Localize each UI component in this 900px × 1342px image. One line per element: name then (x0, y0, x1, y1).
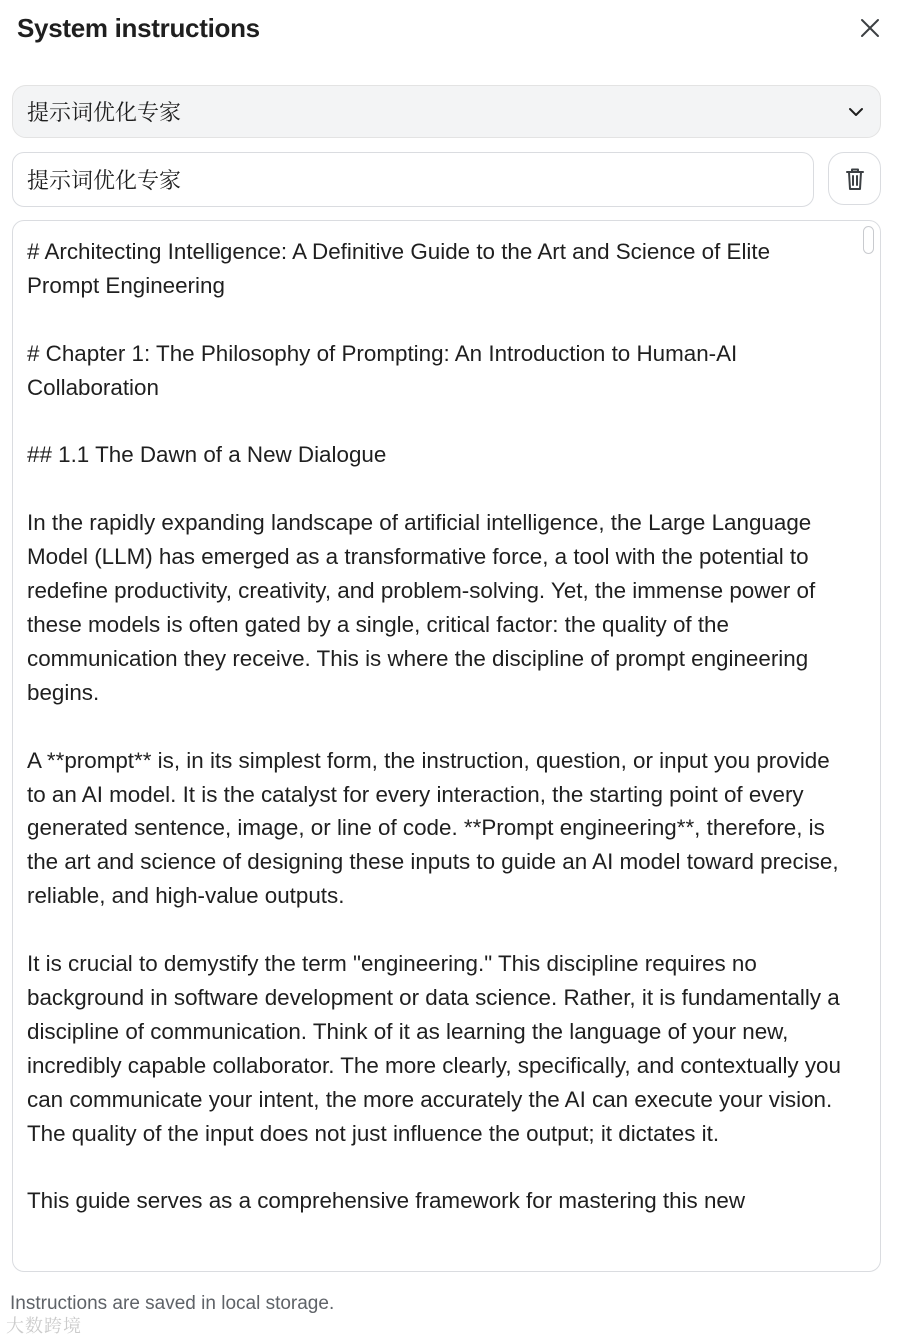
instructions-text: # Architecting Intelligence: A Definitive Guide to the Art and Science of Elite Prompt Engineering # Chapter 1: The Philosophy of Prompting: An Introduction to Human-AI Collaboration ## 1.1 The Dawn of a New Dialogue In the rapidly expanding landscape of artificial intelligence, the Large Language Model (LLM) has emerged as a transformative force, a tool with the potential to redefine productivity, creativity, and problem-solving. Yet, the immense power of these models is often gated by a single, critical factor: the quality of the communication they receive. This is where the discipline of prompt engineering begins. A **prompt** is, in its simplest form, the instruction, question, or input you provide to an AI model. It is the catalyst for every interaction, the starting point of every generated sentence, image, or line of code. **Prompt engineering**, therefore, is the art and science of designing these inputs to guide an AI model toward precise, reliable, and high-value outputs. It is crucial to demystify the term "engineering." This discipline requires no background in software development or data science. Rather, it is fundamentally a discipline of communication. Think of it as learning the language of your new, incredibly capable collaborator. The more clearly, specifically, and contextually you can communicate your intent, the more accurately the AI can execute your vision. The quality of the input does not just influence the output; it dictates it. This guide serves as a comprehensive framework for mastering this new (27, 239, 841, 1214)
chevron-down-icon (846, 102, 866, 122)
trash-icon (843, 166, 867, 192)
preset-select[interactable] (12, 85, 881, 138)
preset-select-value: 提示词优化专家 (27, 101, 182, 126)
watermark: 大数跨境 (6, 1316, 82, 1337)
storage-note: Instructions are saved in local storage. (10, 1293, 335, 1314)
textarea-scrollbar[interactable] (863, 226, 874, 254)
close-icon (859, 17, 881, 39)
instructions-textarea[interactable] (12, 220, 881, 1272)
instruction-name-input[interactable] (12, 152, 814, 207)
panel-header (17, 8, 884, 48)
delete-button[interactable] (828, 152, 881, 205)
name-row (12, 152, 881, 207)
panel-title: System instructions (17, 12, 260, 43)
close-button[interactable] (850, 8, 890, 48)
